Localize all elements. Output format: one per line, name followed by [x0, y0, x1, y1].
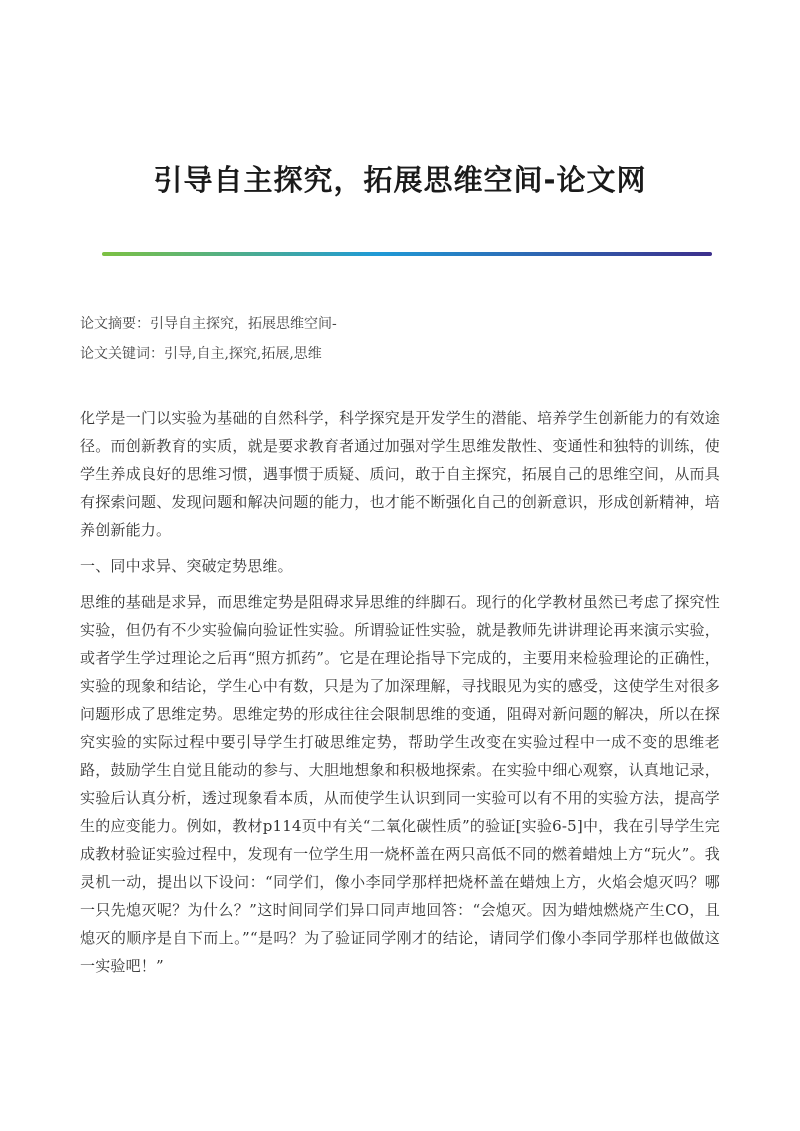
document-title: 引导自主探究，拓展思维空间-论文网	[153, 163, 647, 197]
title-divider	[102, 252, 712, 256]
article-body	[80, 404, 720, 988]
section-heading: 一、同中求异、突破定势思维。	[80, 557, 293, 575]
body-paragraph: 思维的基础是求异，而思维定势是阻碍求异思维的绊脚石。现行的化学教材虽然已考虑了探究性实验，但仍有不少实验偏向验证性实验。所谓验证性实验，就是教师先讲讲理论再来演示实验，或者学生学过理论之后再“照方抓药”。它是在理论指导下完成的，主要用来检验理论的正确性，实验的现象和结论，学生心中有数，只是为了加深理解，寻找眼见为实的感受，这使学生对很多问题形成了思维定势。思维定势的形成往往会限制思维的变通，阻碍对新问题的解决，所以在探究实验的实际过程中要引导学生打破思维定势，帮助学生改变在实验过程中一成不变的思维老路，鼓励学生自觉且能动的参与、大胆地想象和积极地探索。在实验中细心观察，认真地记录，实验后认真分析，透过现象看本质，从而使学生认识到同一实验可以有不用的实验方法，提高学生的应变能力。例如，教材p114页中有关“二氧化碳性质”的验证[实验6-5]中，我在引导学生完成教材验证实验过程中，发现有一位学生用一烧杯盖在两只高低不同的燃着蜡烛上方“玩火”。我灵机一动，提出以下设问：“同学们，像小李同学那样把烧杯盖在蜡烛上方，火焰会熄灭吗？哪一只先熄灭呢？为什么？”这时间同学们异口同声地回答：“会熄灭。因为蜡烛燃烧产生CO，且熄灭的顺序是自下而上。”“是吗？为了验证同学刚才的结论，请同学们像小李同学那样也做做这一实验吧！”	[80, 593, 720, 975]
abstract-line: 论文摘要：引导自主探究，拓展思维空间-	[80, 316, 337, 332]
intro-paragraph: 化学是一门以实验为基础的自然科学，科学探究是开发学生的潜能、培养学生创新能力的有效途径。而创新教育的实质，就是要求教育者通过加强对学生思维发散性、变通性和独特的训练，使学生养成良好的思维习惯，遇事惯于质疑、质问，敢于自主探究，拓展自己的思维空间，从而具有探索问题、发现问题和解决问题的能力，也才能不断强化自己的创新意识，形成创新精神，培养创新能力。	[80, 409, 720, 539]
keywords-line: 论文关键词：引导,自主,探究,拓展,思维	[80, 346, 322, 362]
